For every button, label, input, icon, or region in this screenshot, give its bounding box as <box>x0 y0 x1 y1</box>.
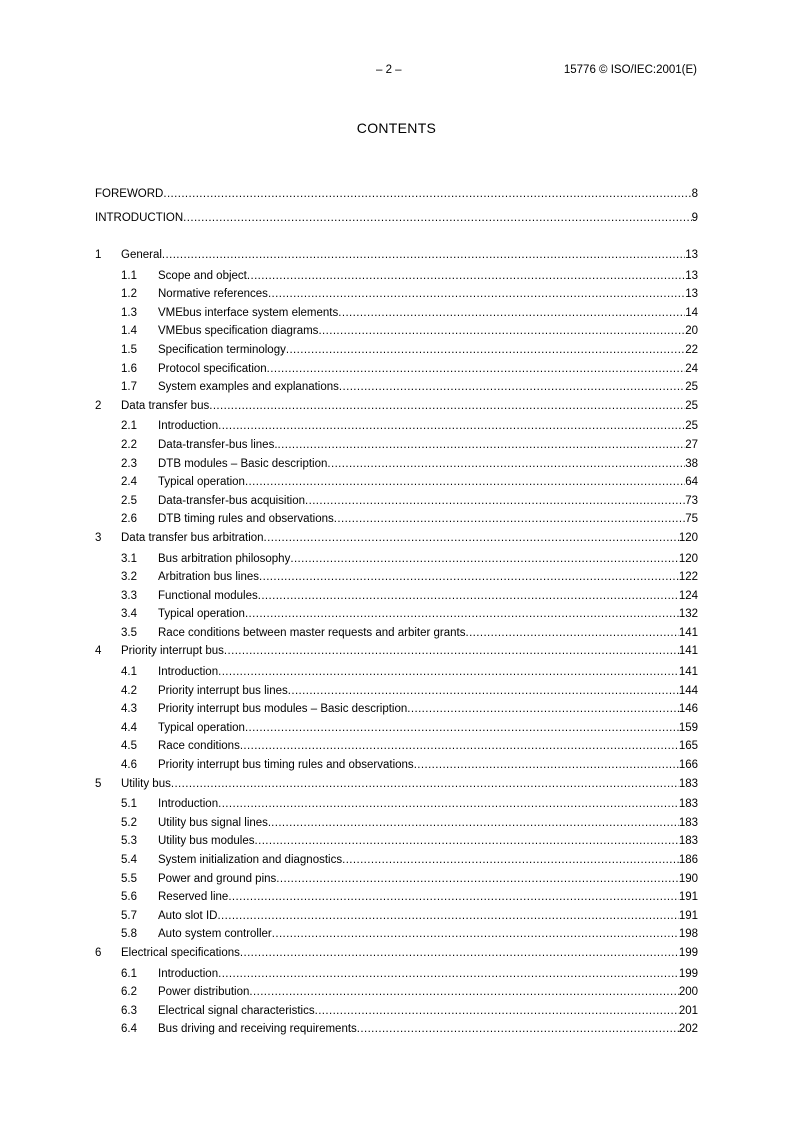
toc-entry-label: Race conditions between master requests and arbiter grants <box>158 626 466 639</box>
toc-entry-number: 6.3 <box>121 1004 137 1017</box>
toc-entry-page: 199 <box>678 967 698 980</box>
toc-entry-label: VMEbus specification diagrams <box>158 325 319 338</box>
toc-entry-page: 166 <box>678 759 698 772</box>
toc-entry-number: 5.4 <box>121 854 137 866</box>
dot-leader <box>228 888 678 907</box>
standard-reference: 15776 © ISO/IEC:2001(E) <box>563 64 697 76</box>
toc-subsection-entry[interactable] <box>95 267 698 286</box>
toc-subsection-entry[interactable] <box>95 756 698 775</box>
toc-entry-label: Specification terminology <box>158 343 286 356</box>
dot-leader <box>465 624 678 643</box>
dot-leader <box>342 851 679 870</box>
dot-leader <box>247 267 685 286</box>
toc-entry-label: Auto slot ID <box>158 909 218 922</box>
toc-entry-number: 3.5 <box>121 626 137 639</box>
toc-entry-number: 4.1 <box>121 666 137 679</box>
table-of-contents <box>95 182 698 1039</box>
toc-section-entry[interactable] <box>95 397 698 416</box>
toc-entry-page: 64 <box>685 476 698 489</box>
toc-entry-label: Utility bus signal lines. <box>158 816 272 829</box>
toc-subsection-entry[interactable] <box>95 983 698 1002</box>
toc-entry-label: Race conditions <box>158 740 240 753</box>
toc-entry-label: Functional modules <box>158 589 258 602</box>
toc-entry-number: 6.4 <box>121 1023 137 1036</box>
toc-entry-page: 27 <box>685 438 698 451</box>
dot-leader <box>240 737 679 756</box>
toc-entry-number: 2.1 <box>121 420 137 433</box>
toc-entry-label: Reserved line <box>158 891 229 904</box>
toc-subsection-entry[interactable] <box>95 378 698 397</box>
toc-entry-label: FOREWORD <box>95 188 164 200</box>
toc-entry-page: 199 <box>678 946 698 959</box>
toc-entry-number: 1.3 <box>121 306 137 319</box>
toc-entry-number: 6 <box>95 946 102 959</box>
toc-entry-label: VMEbus interface system elements <box>158 306 339 319</box>
toc-entry-page: 14 <box>685 306 698 319</box>
dot-leader <box>290 550 678 569</box>
toc-entry-page: 13 <box>685 249 698 261</box>
toc-entry-number: 1.4 <box>121 325 137 338</box>
toc-entry-number: 3.4 <box>121 608 137 621</box>
toc-entry-label: DTB timing rules and observations <box>158 513 334 526</box>
toc-subsection-entry[interactable] <box>95 436 698 455</box>
toc-entry-page: 25 <box>685 399 698 412</box>
toc-entry-page: 120 <box>678 531 698 544</box>
toc-subsection-entry[interactable] <box>95 492 698 511</box>
toc-entry-label: Scope and object <box>158 269 247 282</box>
toc-subsection-entry[interactable] <box>95 417 698 436</box>
toc-entry-number: 5 <box>95 777 102 790</box>
dot-leader <box>414 756 679 775</box>
toc-entry-page: 38 <box>685 457 698 470</box>
toc-entry-label: Electrical specifications <box>121 946 240 959</box>
dot-leader <box>327 455 685 474</box>
dot-leader <box>267 360 686 379</box>
toc-entry-number: 2.2 <box>121 438 137 451</box>
toc-entry-page: 146 <box>678 703 698 716</box>
toc-entry-number: 5.3 <box>121 835 137 848</box>
toc-subsection-entry[interactable] <box>95 832 698 851</box>
toc-subsection-entry[interactable] <box>95 700 698 719</box>
toc-subsection-entry[interactable] <box>95 605 698 624</box>
toc-subsection-entry[interactable] <box>95 510 698 529</box>
toc-section-entry[interactable] <box>95 529 698 548</box>
dot-leader <box>218 663 679 682</box>
toc-entry-label: Introduction <box>158 967 219 980</box>
toc-subsection-entry[interactable] <box>95 1002 698 1021</box>
toc-entry-label: Auto system controller <box>158 928 272 941</box>
dot-leader <box>272 925 679 944</box>
toc-entry-label: Priority interrupt bus lines <box>158 684 288 697</box>
dot-leader <box>240 944 679 963</box>
dot-leader <box>218 795 679 814</box>
toc-subsection-entry[interactable] <box>95 851 698 870</box>
toc-entry-label: System examples and explanations <box>158 381 339 394</box>
toc-subsection-entry[interactable] <box>95 624 698 643</box>
dot-leader <box>249 983 678 1002</box>
dot-leader <box>271 814 679 833</box>
toc-entry-page: 122 <box>678 571 698 584</box>
toc-entry-page: 183 <box>678 816 698 829</box>
dot-leader <box>276 870 679 889</box>
toc-entry-number: 2.6 <box>121 513 137 526</box>
toc-entry-label: Priority interrupt bus modules – Basic description <box>158 703 408 716</box>
toc-front-entry[interactable] <box>95 206 698 230</box>
toc-entry-label: DTB modules – Basic description <box>158 457 328 470</box>
toc-entry-page: 191 <box>678 891 698 904</box>
toc-subsection-entry[interactable] <box>95 322 698 341</box>
dot-leader <box>315 1002 679 1021</box>
toc-entry-label: Bus driving and receiving requirements <box>158 1023 357 1036</box>
toc-section-entry[interactable] <box>95 775 698 794</box>
toc-entry-page: 141 <box>678 626 698 639</box>
dot-leader <box>338 304 685 323</box>
toc-entry-page: 141 <box>678 666 698 679</box>
page-title: CONTENTS <box>356 120 437 136</box>
toc-entry-number: 3.3 <box>121 589 137 602</box>
toc-entry-number: 2.5 <box>121 494 137 507</box>
toc-entry-label: Electrical signal characteristics <box>158 1004 315 1017</box>
toc-entry-page: 25 <box>685 381 698 394</box>
toc-entry-page: 183 <box>678 777 698 790</box>
toc-entry-number: 3.2 <box>121 571 137 584</box>
toc-entry-label: Priority interrupt bus timing rules and observations <box>158 759 414 772</box>
toc-entry-label: Protocol specification <box>158 362 267 375</box>
toc-front-entry[interactable] <box>95 182 698 206</box>
toc-entry-label: Data-transfer-bus lines. <box>158 438 278 451</box>
toc-entry-label: Typical operation <box>158 721 245 734</box>
toc-entry-number: 1 <box>95 249 102 261</box>
dot-leader <box>407 700 679 719</box>
toc-entry-label: Utility bus modules <box>158 835 255 848</box>
dot-leader <box>209 397 685 416</box>
toc-entry-number: 6.2 <box>121 986 137 999</box>
toc-entry-page: 202 <box>678 1023 698 1036</box>
toc-entry-page: 13 <box>685 288 698 301</box>
dot-leader <box>318 322 685 341</box>
dot-leader <box>334 510 685 529</box>
toc-entry-number: 2.4 <box>121 476 137 489</box>
toc-subsection-entry[interactable] <box>95 455 698 474</box>
toc-entry-number: 4.6 <box>121 759 137 772</box>
toc-entry-number: 1.5 <box>121 343 137 356</box>
toc-entry-page: 159 <box>678 721 698 734</box>
dot-leader <box>183 206 691 230</box>
toc-subsection-entry[interactable] <box>95 719 698 738</box>
toc-entry-page: 201 <box>678 1004 698 1017</box>
dot-leader <box>245 719 679 738</box>
dot-leader <box>245 605 679 624</box>
toc-subsection-entry[interactable] <box>95 568 698 587</box>
toc-entry-label: Power and ground pins <box>158 872 277 885</box>
toc-entry-number: 4.4 <box>121 721 137 734</box>
dot-leader <box>163 182 691 206</box>
toc-section-entry[interactable] <box>95 944 698 963</box>
dot-leader <box>286 341 685 360</box>
toc-subsection-entry[interactable] <box>95 473 698 492</box>
toc-subsection-entry[interactable] <box>95 682 698 701</box>
dot-leader <box>162 246 685 265</box>
toc-entry-label: INTRODUCTION <box>95 212 184 224</box>
toc-section-entry[interactable] <box>95 642 698 661</box>
toc-entry-number: 1.2 <box>121 288 137 301</box>
toc-entry-label: Utility bus <box>121 777 171 790</box>
toc-entry-number: 5.7 <box>121 909 137 922</box>
toc-entry-page: 186 <box>678 854 698 866</box>
toc-entry-page: 120 <box>678 552 698 565</box>
toc-subsection-entry[interactable] <box>95 285 698 304</box>
toc-subsection-entry[interactable] <box>95 341 698 360</box>
dot-leader <box>255 832 679 851</box>
toc-entry-number: 3 <box>95 531 102 544</box>
toc-subsection-entry[interactable] <box>95 360 698 379</box>
toc-entry-page: 132 <box>678 608 698 621</box>
toc-entry-page: 198 <box>678 928 698 941</box>
toc-entry-number: 2.3 <box>121 457 137 470</box>
dot-leader <box>217 907 678 926</box>
toc-entry-number: 4.5 <box>121 740 137 753</box>
toc-entry-page: 183 <box>678 835 698 848</box>
toc-entry-page: 24 <box>685 362 698 375</box>
toc-entry-page: 8 <box>691 188 698 200</box>
toc-entry-number: 1.1 <box>121 269 137 282</box>
toc-entry-label: Bus arbitration philosophy <box>158 552 291 565</box>
toc-entry-label: Introduction <box>158 666 219 679</box>
toc-section-entry[interactable] <box>95 246 698 265</box>
toc-entry-number: 4.2 <box>121 684 137 697</box>
toc-entry-page: 165 <box>678 740 698 753</box>
toc-entry-page: 9 <box>691 212 698 224</box>
dot-leader <box>258 587 679 606</box>
toc-entry-number: 4 <box>95 645 102 658</box>
toc-entry-label: Introduction <box>158 420 219 433</box>
toc-subsection-entry[interactable] <box>95 888 698 907</box>
spacer <box>95 230 698 246</box>
toc-subsection-entry[interactable] <box>95 550 698 569</box>
toc-subsection-entry[interactable] <box>95 304 698 323</box>
toc-entry-number: 5.8 <box>121 928 137 941</box>
toc-entry-page: 200 <box>678 986 698 999</box>
dot-leader <box>264 529 679 548</box>
dot-leader <box>305 492 685 511</box>
toc-entry-label: Normative references <box>158 288 268 301</box>
dot-leader <box>245 473 685 492</box>
dot-leader <box>224 642 679 661</box>
toc-subsection-entry[interactable] <box>95 965 698 984</box>
toc-entry-page: 22 <box>685 343 698 356</box>
toc-entry-page: 75 <box>685 513 698 526</box>
toc-entry-page: 20 <box>685 325 698 338</box>
toc-entry-number: 4.3 <box>121 703 137 716</box>
toc-subsection-entry[interactable] <box>95 587 698 606</box>
toc-entry-label: Arbitration bus lines <box>158 571 259 584</box>
toc-subsection-entry[interactable] <box>95 663 698 682</box>
toc-subsection-entry[interactable] <box>95 870 698 889</box>
toc-entry-number: 3.1 <box>121 552 137 565</box>
toc-entry-label: Data transfer bus arbitration <box>121 531 264 544</box>
toc-entry-label: Data transfer bus <box>121 399 210 412</box>
dot-leader <box>171 775 679 794</box>
toc-entry-label: Typical operation <box>158 476 245 489</box>
dot-leader <box>288 682 679 701</box>
toc-entry-label: Priority interrupt bus <box>121 645 224 658</box>
toc-entry-page: 73 <box>685 494 698 507</box>
dot-leader <box>218 965 679 984</box>
dot-leader <box>339 378 685 397</box>
dot-leader <box>218 417 685 436</box>
toc-entry-number: 1.7 <box>121 381 137 394</box>
toc-subsection-entry[interactable] <box>95 737 698 756</box>
toc-entry-number: 6.1 <box>121 967 137 980</box>
toc-subsection-entry[interactable] <box>95 1020 698 1039</box>
toc-subsection-entry[interactable] <box>95 795 698 814</box>
page-number: – 2 – <box>376 64 402 76</box>
toc-entry-label: Introduction <box>158 798 219 811</box>
toc-entry-page: 190 <box>678 872 698 885</box>
toc-entry-page: 191 <box>678 909 698 922</box>
toc-entry-page: 141 <box>678 645 698 658</box>
dot-leader <box>259 568 679 587</box>
toc-subsection-entry[interactable] <box>95 814 698 833</box>
toc-entry-label: General <box>121 249 162 261</box>
dot-leader <box>278 436 686 455</box>
toc-entry-label: Typical operation <box>158 608 245 621</box>
dot-leader <box>268 285 685 304</box>
toc-entry-number: 2 <box>95 399 102 412</box>
dot-leader <box>357 1020 679 1039</box>
toc-entry-page: 124 <box>678 589 698 602</box>
toc-entry-page: 25 <box>685 420 698 433</box>
toc-entry-page: 183 <box>678 798 698 811</box>
toc-entry-number: 5.2 <box>121 816 137 829</box>
toc-entry-page: 13 <box>685 269 698 282</box>
toc-entry-number: 5.5 <box>121 872 137 885</box>
toc-entry-label: Power distribution <box>158 986 250 999</box>
toc-entry-number: 5.1 <box>121 798 137 811</box>
toc-subsection-entry[interactable] <box>95 925 698 944</box>
toc-entry-number: 1.6 <box>121 362 137 375</box>
toc-entry-number: 5.6 <box>121 891 137 904</box>
toc-subsection-entry[interactable] <box>95 907 698 926</box>
toc-entry-label: System initialization and diagnostics <box>158 854 343 866</box>
toc-entry-page: 144 <box>678 684 698 697</box>
toc-entry-label: Data-transfer-bus acquisition <box>158 494 306 507</box>
